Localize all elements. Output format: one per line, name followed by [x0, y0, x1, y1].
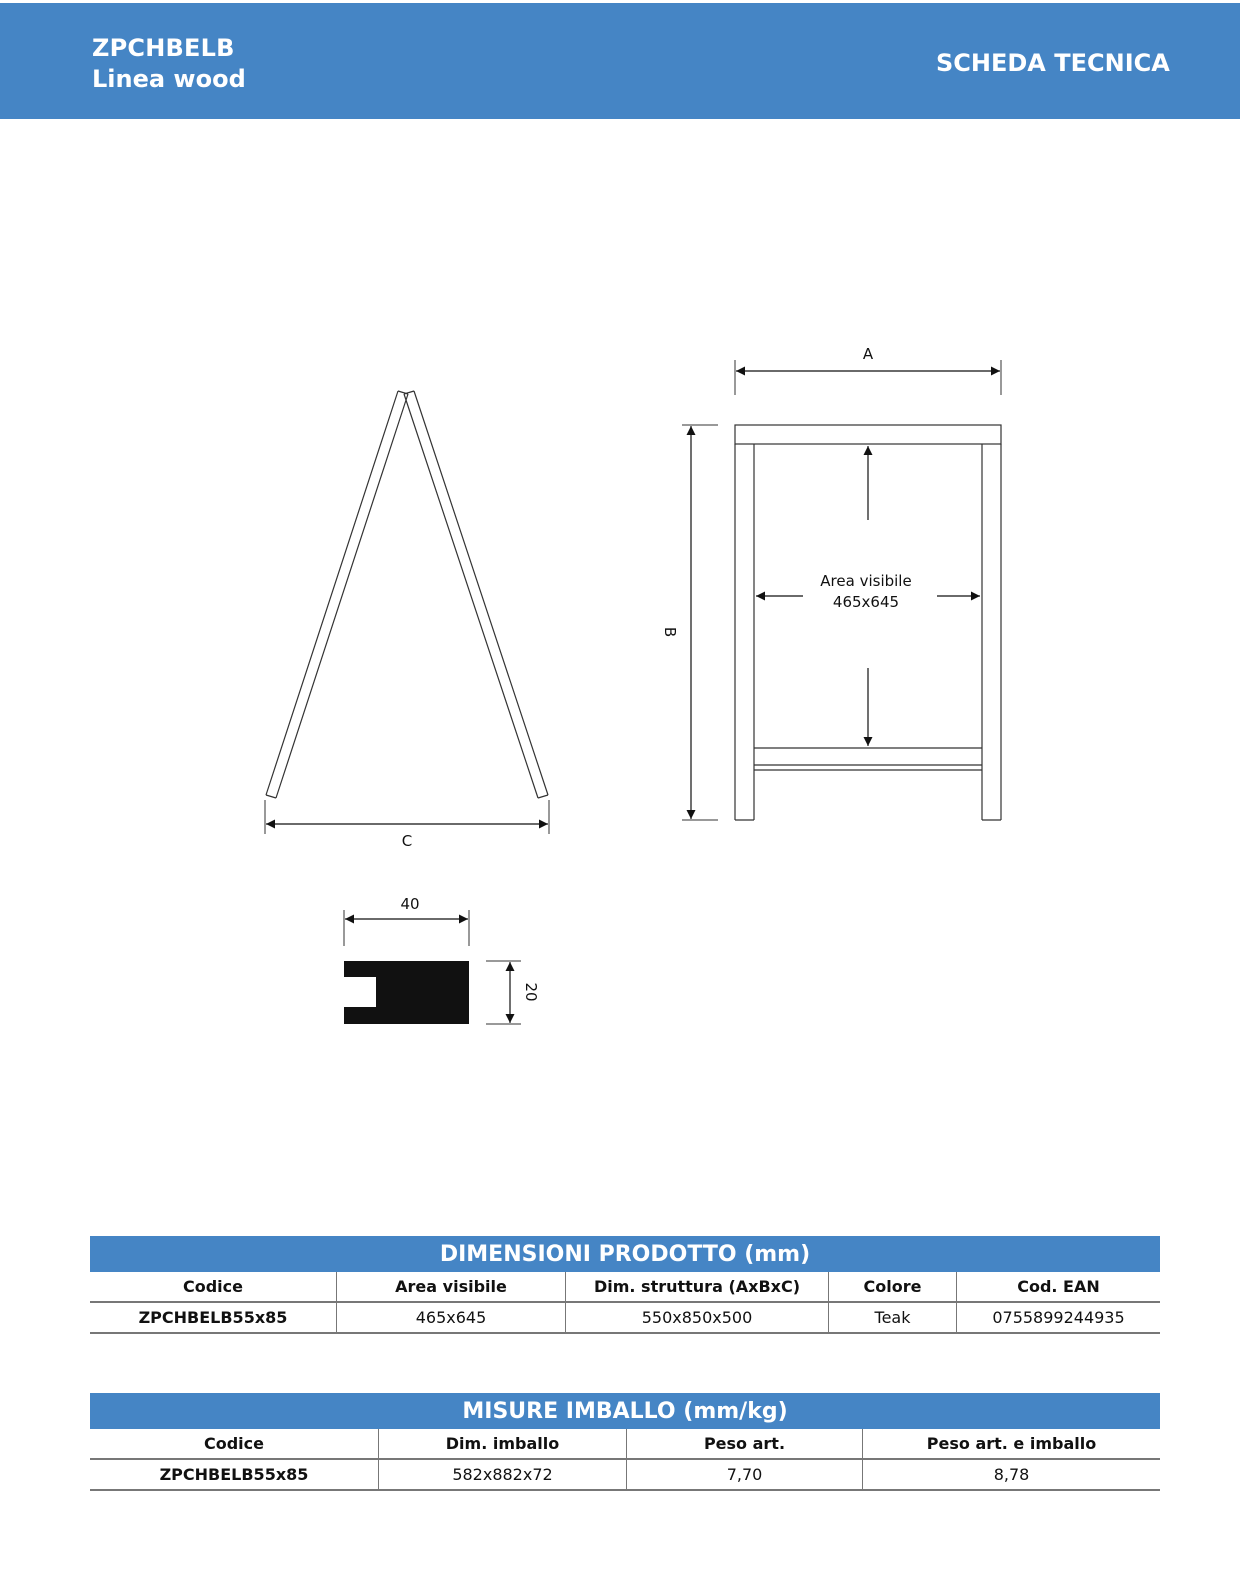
product-code-title: ZPCHBELB — [92, 34, 235, 62]
dimension-a — [735, 345, 1001, 395]
table-cell: ZPCHBELB55x85 — [159, 1465, 309, 1484]
table-cell: ZPCHBELB55x85 — [138, 1308, 288, 1327]
table-cell: Teak — [828, 1303, 956, 1332]
col-header: Peso art. — [626, 1429, 862, 1458]
document-type: SCHEDA TECNICA — [936, 49, 1170, 77]
table-cell: 465x645 — [336, 1303, 565, 1332]
label-b: B — [661, 626, 679, 638]
col-header: Codice — [203, 1434, 264, 1453]
table-cell: 0755899244935 — [956, 1303, 1160, 1332]
side-view-a-frame — [266, 391, 548, 798]
col-header: Dim. struttura (AxBxC) — [565, 1272, 828, 1301]
product-table-title: DIMENSIONI PRODOTTO (mm) — [90, 1236, 1160, 1272]
col-header: Peso art. e imballo — [862, 1429, 1160, 1458]
table-cell: 8,78 — [862, 1460, 1160, 1489]
col-header: Colore — [828, 1272, 956, 1301]
visible-area-label: Area visibile — [820, 572, 912, 590]
table-header-row — [90, 1429, 1160, 1460]
table-cell: 550x850x500 — [565, 1303, 828, 1332]
table-cell: 7,70 — [626, 1460, 862, 1489]
profile-height-label: 20 — [522, 982, 540, 1002]
profile-section — [344, 961, 469, 1024]
col-header: Dim. imballo — [378, 1429, 626, 1458]
table-header-row — [90, 1272, 1160, 1303]
dimension-profile-width — [344, 895, 469, 946]
dimension-c — [265, 800, 549, 850]
dimension-profile-height — [486, 961, 540, 1024]
product-line-subtitle: Linea wood — [92, 65, 246, 93]
table-row — [90, 1303, 1160, 1334]
col-header: Cod. EAN — [956, 1272, 1160, 1301]
profile-width-label: 40 — [400, 895, 420, 913]
label-c: C — [401, 832, 413, 850]
packaging-table-title: MISURE IMBALLO (mm/kg) — [90, 1393, 1160, 1429]
packaging-table — [90, 1393, 1160, 1491]
col-header: Area visibile — [336, 1272, 565, 1301]
table-cell: 582x882x72 — [378, 1460, 626, 1489]
label-a: A — [862, 345, 874, 363]
dimension-b — [661, 425, 718, 820]
visible-area-value: 465x645 — [832, 593, 900, 611]
col-header: Codice — [182, 1277, 243, 1296]
product-dimensions-table — [90, 1236, 1160, 1334]
table-row — [90, 1460, 1160, 1491]
